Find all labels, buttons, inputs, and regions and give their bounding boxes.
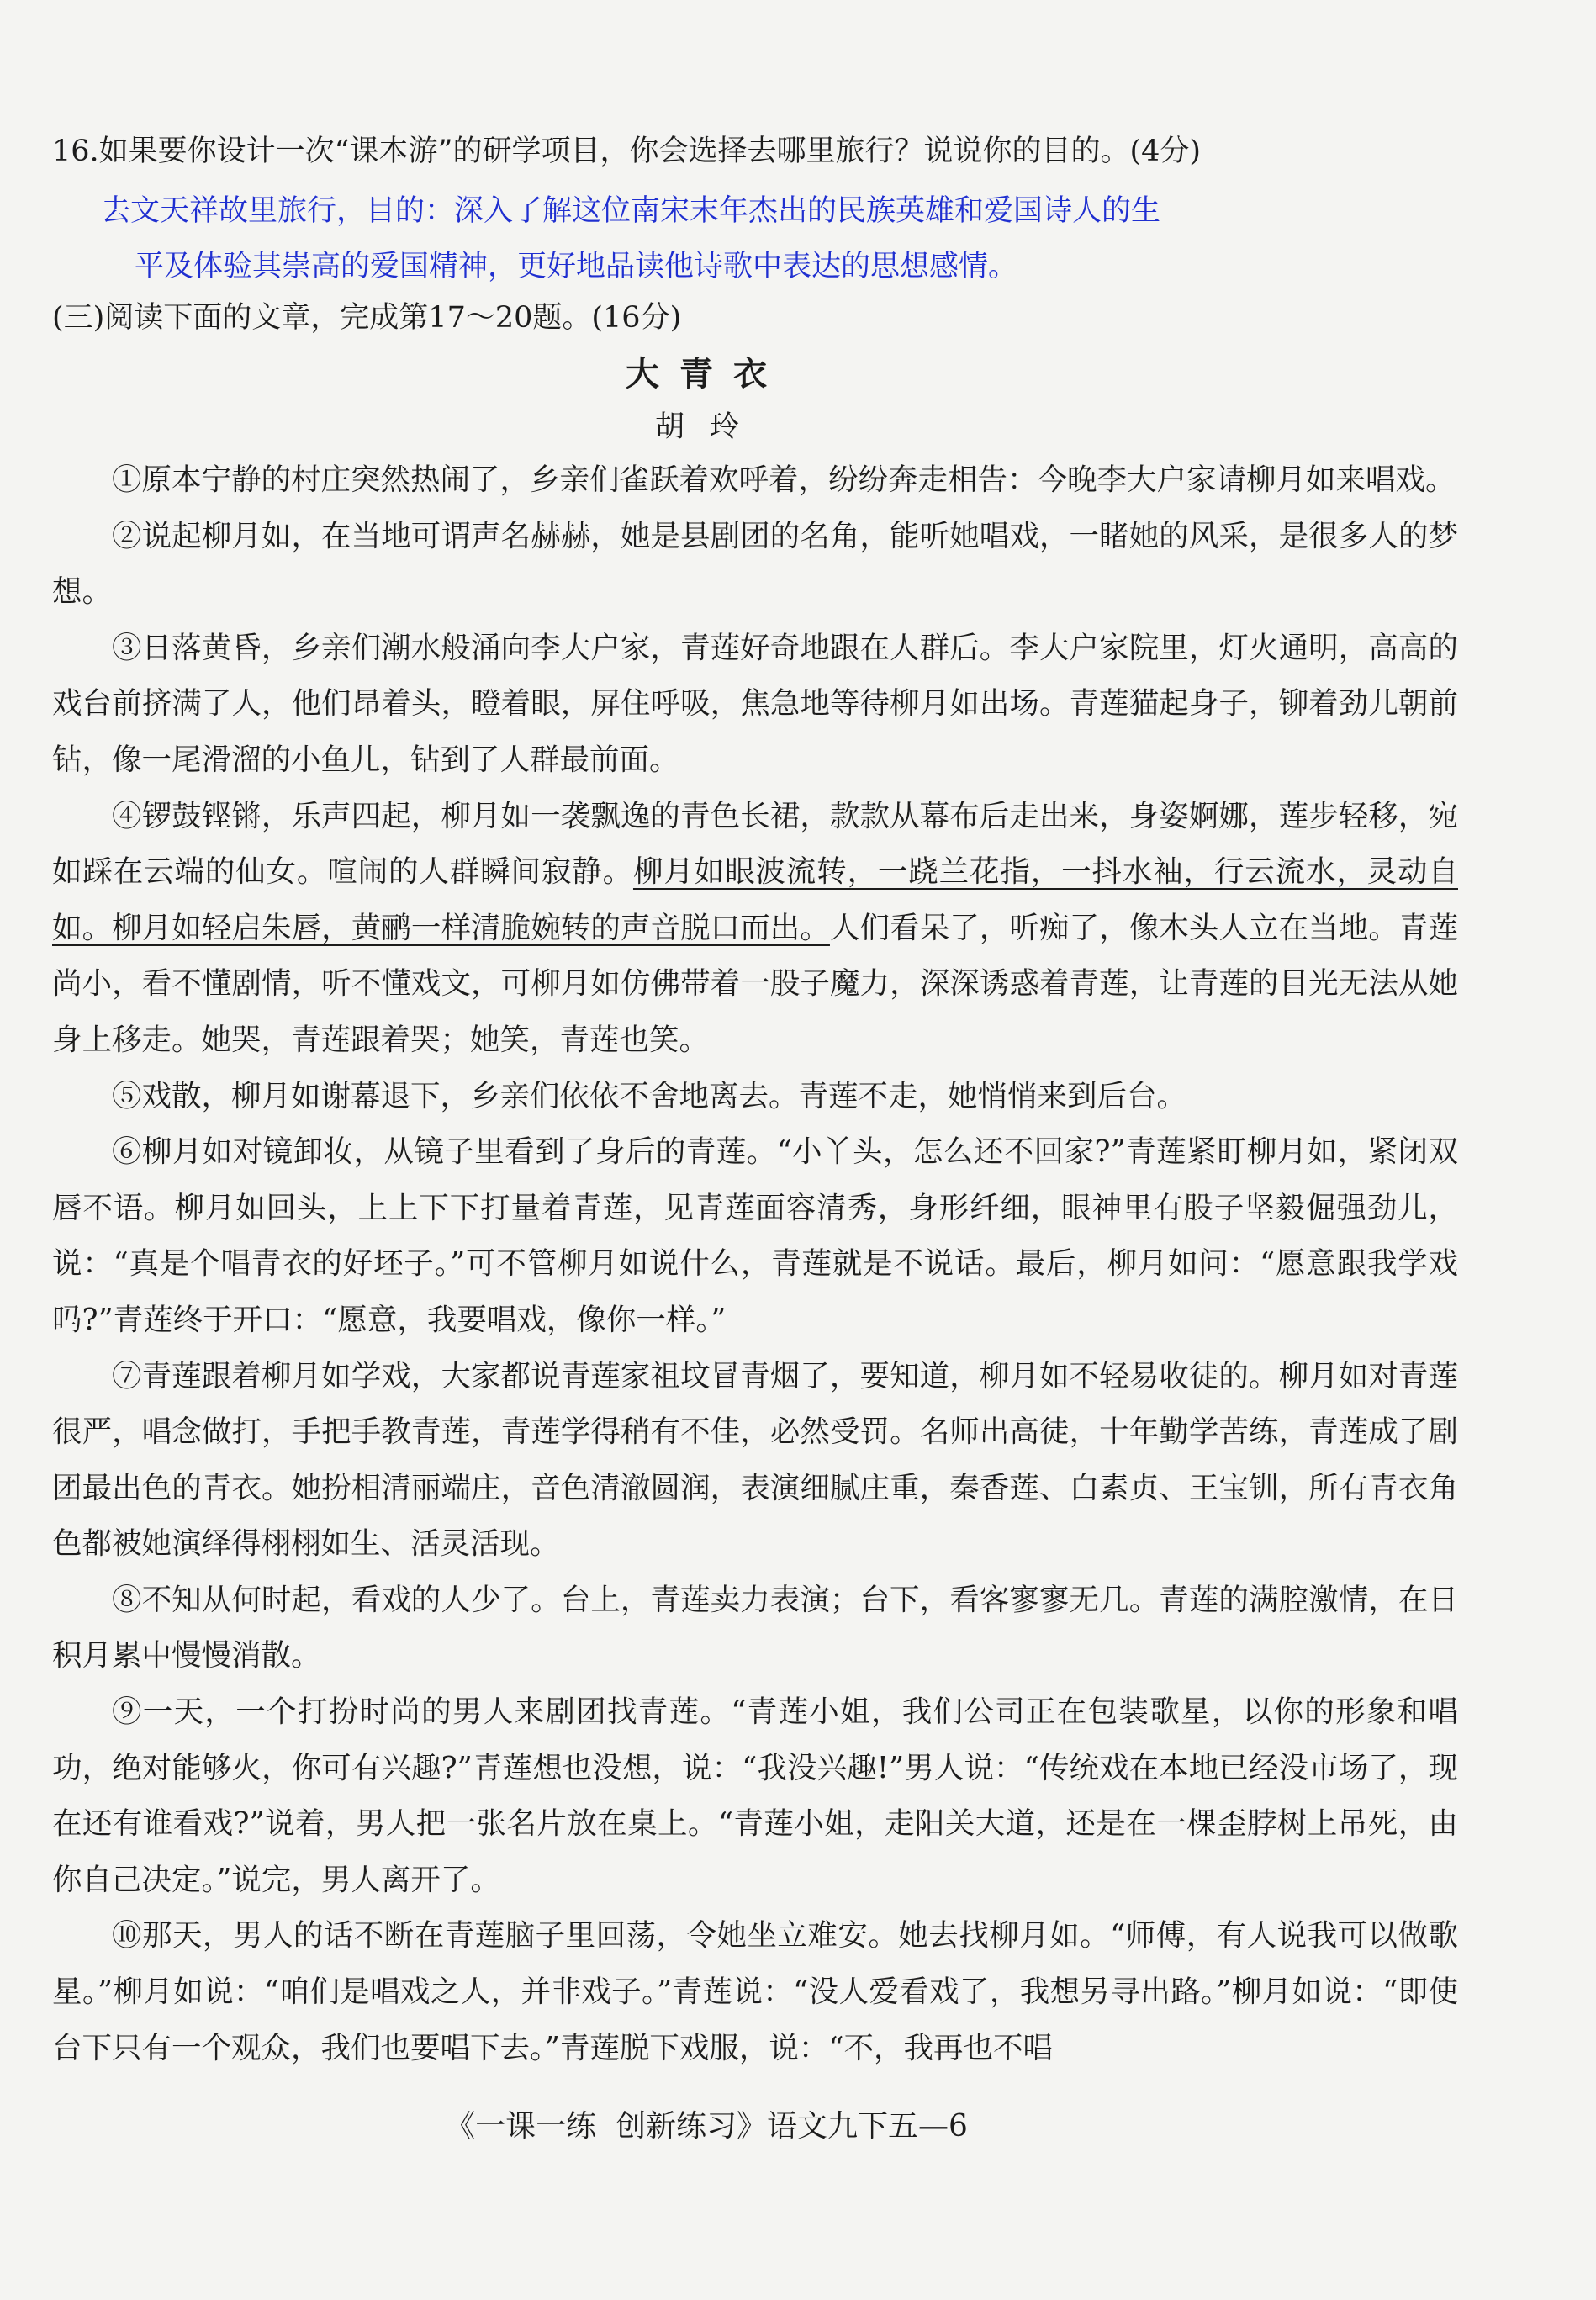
paragraph-6: ⑥柳月如对镜卸妆，从镜子里看到了身后的青莲。“小丫头，怎么还不回家?”青莲紧盯柳月如，紧闭双唇不语。柳月如回头，上上下下打量着青莲，见青莲面容清秀，身形纤细，眼神里有股子坚毅倔强劲儿，说：“真是个唱青衣的好坯子。”可不管柳月如说什么，青莲就是不说话。最后，柳月如问：“愿意跟我学戏吗?”青莲终于开口：“愿意，我要唱戏，像你一样。”	[52, 1134, 1458, 1337]
paragraph-1: ①原本宁静的村庄突然热闹了，乡亲们雀跃着欢呼着，纷纷奔走相告：今晚李大户家请柳月如来唱戏。	[112, 463, 1456, 497]
paragraph-4-part-b: 人们看呆了，听痴了，像木头人立在当地。青莲尚小，看不懂剧情，听不懂戏文，可柳月如仿佛带着一股子魔力，深深诱惑着青莲，让青莲的目光无法从她身上移走。她哭，青莲跟着哭；她笑，青莲也笑。	[52, 910, 1458, 1057]
paragraph-3: ③日落黄昏，乡亲们潮水般涌向李大户家，青莲好奇地跟在人群后。李大户家院里，灯火通明，高高的戏台前挤满了人，他们昂着头，瞪着眼，屏住呼吸，焦急地等待柳月如出场。青莲猫起身子，铆着劲儿朝前钻，像一尾滑溜的小鱼儿，钻到了人群最前面。	[52, 630, 1458, 777]
paragraph-5: ⑤戏散，柳月如谢幕退下，乡亲们依依不舍地离去。青莲不走，她悄悄来到后台。	[112, 1078, 1187, 1113]
paragraph-4-part-a: ④锣鼓铿锵，乐声四起，柳月如一袭飘逸的青色长裙，款款从幕布后走出来，身姿婀娜，莲步轻移，宛如踩在云端的仙女。喧闹的人群瞬间寂静。	[52, 798, 1458, 890]
page-footer: 《一课一练 创新练习》语文九下五—6	[445, 2109, 968, 2144]
paragraph-4	[52, 789, 1458, 1069]
article-title: 大青衣	[626, 355, 787, 394]
paragraph-8: ⑧不知从何时起，看戏的人少了。台上，青莲卖力表演；台下，看客寥寥无几。青莲的满腔激情，在日积月累中慢慢消散。	[52, 1582, 1458, 1673]
paragraph-2: ②说起柳月如，在当地可谓声名赫赫，她是县剧团的名角，能听她唱戏，一睹她的风采，是很多人的梦想。	[52, 518, 1458, 610]
question-16-prompt: 16.如果要你设计一次“课本游”的研学项目，你会选择去哪里旅行？说说你的目的。(4分)	[52, 135, 1202, 168]
answer-line-2: 平及体验其崇高的爱国精神，更好地品读他诗歌中表达的思想感情。	[135, 250, 1018, 283]
paragraph-10: ⑩那天，男人的话不断在青莲脑子里回荡，令她坐立难安。她去找柳月如。“师傅，有人说我可以做歌星。”柳月如说：“咱们是唱戏之人，并非戏子。”青莲说：“没人爱看戏了，我想另寻出路。”柳月如说：“即使台下只有一个观众，我们也要唱下去。”青莲脱下戏服，说：“不，我再也不唱	[52, 1918, 1458, 2065]
article-body	[52, 452, 1458, 2076]
answer-line-1: 去文天祥故里旅行，目的：深入了解这位南宋末年杰出的民族英雄和爱国诗人的生	[101, 194, 1161, 228]
paragraph-9: ⑨一天，一个打扮时尚的男人来剧团找青莲。“青莲小姐，我们公司正在包装歌星，以你的形象和唱功，绝对能够火，你可有兴趣?”青莲想也没想，说：“我没兴趣!”男人说：“传统戏在本地已经没市场了，现在还有谁看戏?”说着，男人把一张名片放在桌上。“青莲小姐，走阳关大道，还是在一棵歪脖树上吊死，由你自己决定。”说完，男人离开了。	[52, 1695, 1458, 1897]
section-3-instruction: (三)阅读下面的文章，完成第17～20题。(16分)	[52, 301, 682, 335]
paragraph-4-underlined-sentence: 柳月如眼波流转，一跷兰花指，一抖水袖，行云流水，灵动自如。柳月如轻启朱唇，黄鹂一样清脆婉转的声音脱口而出。	[52, 854, 1458, 945]
article-author: 胡玲	[654, 410, 764, 444]
question-16-handwritten-answer	[101, 183, 1480, 294]
paragraph-7: ⑦青莲跟着柳月如学戏，大家都说青莲家祖坟冒青烟了，要知道，柳月如不轻易收徒的。柳月如对青莲很严，唱念做打，手把手教青莲，青莲学得稍有不佳，必然受罚。名师出高徒，十年勤学苦练，青莲成了剧团最出色的青衣。她扮相清丽端庄，音色清澈圆润，表演细腻庄重，秦香莲、白素贞、王宝钏，所有青衣角色都被她演绎得栩栩如生、活灵活现。	[52, 1358, 1458, 1562]
